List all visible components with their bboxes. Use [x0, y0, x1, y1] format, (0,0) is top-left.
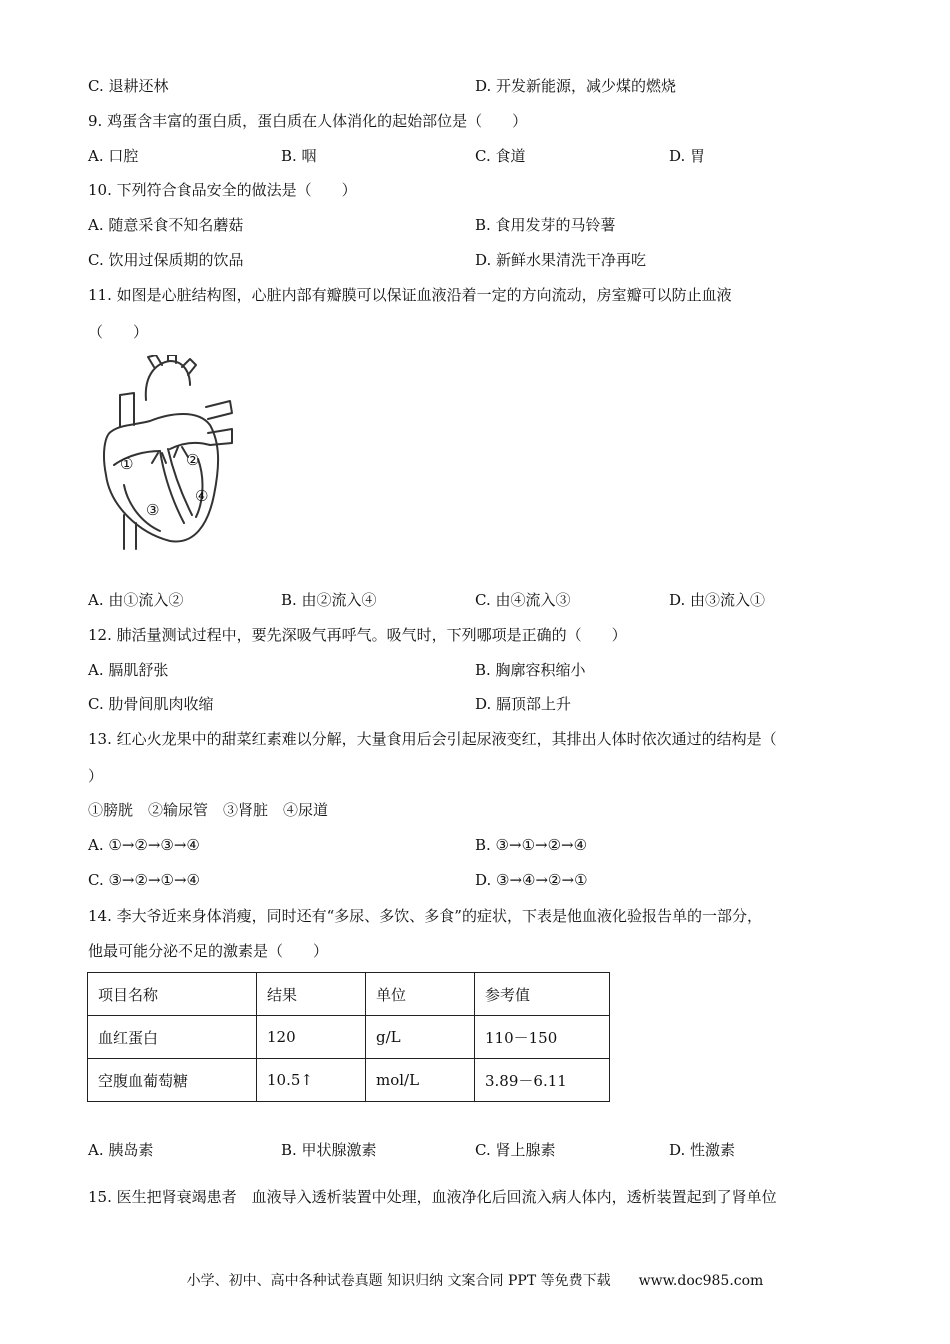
q10-option-c: C. 饮用过保质期的饮品 [88, 251, 244, 269]
table-cell: 10.5↑ [257, 1059, 366, 1102]
heart-diagram [98, 355, 238, 550]
q11-option-c: C. 由④流入③ [475, 591, 571, 609]
q14-option-c: C. 肾上腺素 [475, 1141, 556, 1159]
q9-option-d: D. 胃 [669, 147, 706, 165]
table-row [88, 1016, 610, 1059]
q11-option-a: A. 由①流入② [88, 591, 184, 609]
table-cell: mol/L [366, 1059, 475, 1102]
q12-stem: 12. 肺活量测试过程中，要先深吸气再呼气。吸气时，下列哪项是正确的（ ） [88, 626, 627, 644]
q13-option-c: C. ③→②→①→④ [88, 871, 200, 889]
q12-option-c: C. 肋骨间肌肉收缩 [88, 695, 214, 713]
q11-stem-cont: （ ） [88, 323, 149, 341]
heart-label-4: ④ [195, 487, 209, 505]
q10-stem: 10. 下列符合食品安全的做法是（ ） [88, 181, 357, 199]
table-cell: 空腹血葡萄糖 [88, 1059, 257, 1102]
table-header-cell: 单位 [366, 973, 475, 1016]
q9-option-c: C. 食道 [475, 147, 526, 165]
heart-label-2: ② [186, 451, 200, 469]
q14-stem: 14. 李大爷近来身体消瘦，同时还有“多尿、多饮、多食”的症状，下表是他血液化验报告单的一部分， [88, 907, 762, 925]
q13-items: ①膀胱 ②输尿管 ③肾脏 ④尿道 [88, 801, 329, 819]
q10-option-b: B. 食用发芽的马铃薯 [475, 216, 616, 234]
q14-option-b: B. 甲状腺激素 [281, 1141, 377, 1159]
q13-option-d: D. ③→④→②→① [475, 871, 588, 889]
table-row [88, 1059, 610, 1102]
q13-stem: 13. 红心火龙果中的甜菜红素难以分解，大量食用后会引起尿液变红，其排出人体时依次通过的结构是（ [88, 730, 777, 748]
page-footer: 小学、初中、高中各种试卷真题 知识归纳 文案合同 PPT 等免费下载 www.doc985.com [186, 1273, 764, 1289]
q15-stem: 15. 医生把肾衰竭患者 血液导入透析装置中处理，血液净化后回流入病人体内，透析装置起到了肾单位 [88, 1188, 777, 1206]
blood-test-table [87, 972, 610, 1102]
table-cell: 3.89－6.11 [475, 1059, 610, 1102]
q9-option-b: B. 咽 [281, 147, 317, 165]
q14-stem-cont: 他最可能分泌不足的激素是（ ） [88, 942, 329, 960]
q13-option-a: A. ①→②→③→④ [88, 836, 200, 854]
q11-stem: 11. 如图是心脏结构图，心脏内部有瓣膜可以保证血液沿着一定的方向流动，房室瓣可以防止血液 [88, 286, 732, 304]
q12-option-b: B. 胸廓容积缩小 [475, 661, 586, 679]
table-header-cell: 项目名称 [88, 973, 257, 1016]
q14-option-d: D. 性激素 [669, 1141, 736, 1159]
table-header-cell: 结果 [257, 973, 366, 1016]
q14-option-a: A. 胰岛素 [88, 1141, 154, 1159]
q9-option-a: A. 口腔 [88, 147, 139, 165]
table-cell: 血红蛋白 [88, 1016, 257, 1059]
q12-option-d: D. 膈顶部上升 [475, 695, 572, 713]
q12-option-a: A. 膈肌舒张 [88, 661, 169, 679]
heart-label-3: ③ [146, 501, 160, 519]
q11-option-d: D. 由③流入① [669, 591, 766, 609]
q9-stem: 9. 鸡蛋含丰富的蛋白质，蛋白质在人体消化的起始部位是（ ） [88, 112, 528, 130]
q13-stem-cont: ） [88, 767, 104, 785]
q8-option-d: D. 开发新能源，减少煤的燃烧 [475, 77, 677, 95]
table-header-cell: 参考值 [475, 973, 610, 1016]
q13-option-b: B. ③→①→②→④ [475, 836, 588, 854]
table-cell: 110－150 [475, 1016, 610, 1059]
q8-option-c: C. 退耕还林 [88, 77, 169, 95]
table-header-row [88, 973, 610, 1016]
q11-option-b: B. 由②流入④ [281, 591, 377, 609]
q10-option-a: A. 随意采食不知名蘑菇 [88, 216, 244, 234]
table-cell: 120 [257, 1016, 366, 1059]
q10-option-d: D. 新鲜水果清洗干净再吃 [475, 251, 647, 269]
heart-label-1: ① [120, 455, 134, 473]
table-cell: g/L [366, 1016, 475, 1059]
